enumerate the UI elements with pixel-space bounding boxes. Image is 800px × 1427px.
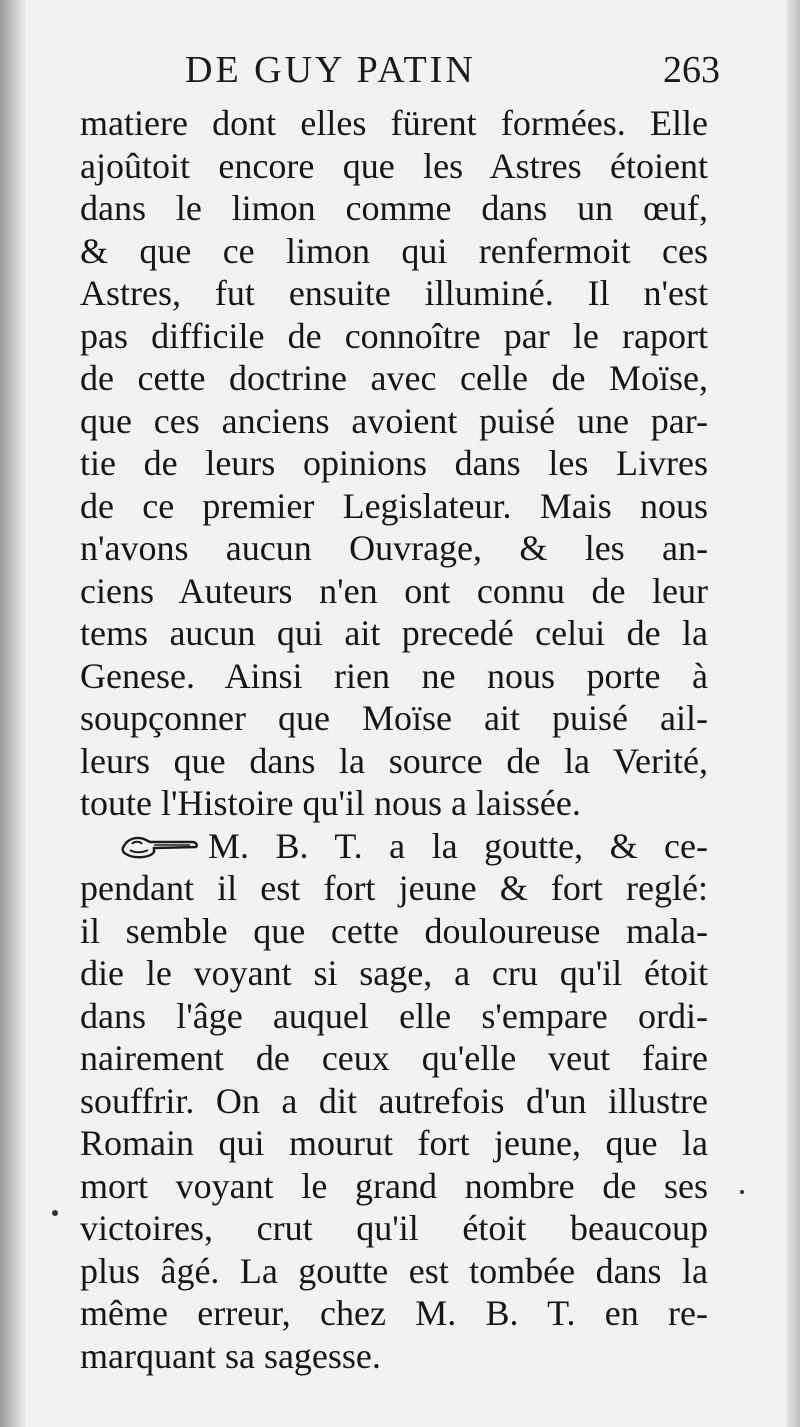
- text-line: victoires, crut qu'il étoit beaucoup: [80, 1208, 708, 1248]
- text-line: de ce premier Legislateur. Mais nous: [80, 485, 708, 526]
- text-line: dans le limon comme dans un œuf,: [80, 188, 708, 228]
- text-line: de cette doctrine avec celle de Moïse,: [80, 358, 708, 398]
- text-line: Astres, fut ensuite illuminé. Il n'est: [80, 273, 708, 313]
- text-line: tie de leurs opinions dans les Livres: [80, 443, 708, 483]
- paragraph-1: [80, 102, 708, 825]
- text-line: Genese. Ainsi rien ne nous porte à: [80, 655, 708, 696]
- text-line: matiere dont elles fürent formées. Elle: [80, 103, 708, 143]
- text-line: pas difficile de connoître par le raport: [80, 315, 708, 356]
- page-gutter-shadow: [0, 0, 26, 1427]
- manicule-pointing-hand-icon: [120, 832, 200, 862]
- text-line: plus âgé. La goutte est tombée dans la: [80, 1250, 708, 1291]
- text-line: tems aucun qui ait precedé celui de la: [80, 613, 708, 653]
- text-line: il semble que cette douloureuse mala-: [80, 910, 708, 951]
- text-line: dans l'âge auquel elle s'empare ordi-: [80, 995, 708, 1036]
- text-line: que ces anciens avoient puisé une par-: [80, 400, 708, 441]
- ink-speck: [740, 1190, 744, 1194]
- body-text: [80, 102, 708, 1377]
- text-line-with-manicule: [80, 825, 708, 868]
- paragraph-2: [80, 825, 708, 1378]
- text-line-content: M. B. T. a la goutte, & ce-: [208, 825, 708, 866]
- text-line: ajoûtoit encore que les Astres étoient: [80, 145, 708, 186]
- text-line: die le voyant si sage, a cru qu'il étoit: [80, 953, 708, 993]
- text-line: & que ce limon qui renfermoit ces: [80, 230, 708, 271]
- ink-speck: [52, 1210, 58, 1216]
- text-line: Romain qui mourut fort jeune, que la: [80, 1123, 708, 1163]
- page-number: 263: [663, 49, 720, 91]
- text-line: toute l'Histoire qu'il nous a laissée.: [80, 783, 581, 823]
- text-line: mort voyant le grand nombre de ses: [80, 1165, 708, 1206]
- text-line: marquant sa sagesse.: [80, 1335, 381, 1376]
- text-line: ciens Auteurs n'en ont connu de leur: [80, 570, 708, 611]
- text-line: souffrir. On a dit autrefois d'un illustre: [80, 1080, 708, 1121]
- text-line: n'avons aucun Ouvrage, & les an-: [80, 528, 708, 568]
- running-head-title: DE GUY PATIN: [185, 49, 476, 91]
- text-line: soupçonner que Moïse ait puisé ail-: [80, 698, 708, 738]
- text-line: même erreur, chez M. B. T. en re-: [80, 1293, 708, 1333]
- text-line: nairement de ceux qu'elle veut faire: [80, 1038, 708, 1078]
- text-line: pendant il est fort jeune & fort reglé:: [80, 868, 708, 908]
- page-edge-shadow: [786, 0, 800, 1427]
- text-line: leurs que dans la source de la Verité,: [80, 740, 708, 781]
- running-head: [80, 48, 720, 100]
